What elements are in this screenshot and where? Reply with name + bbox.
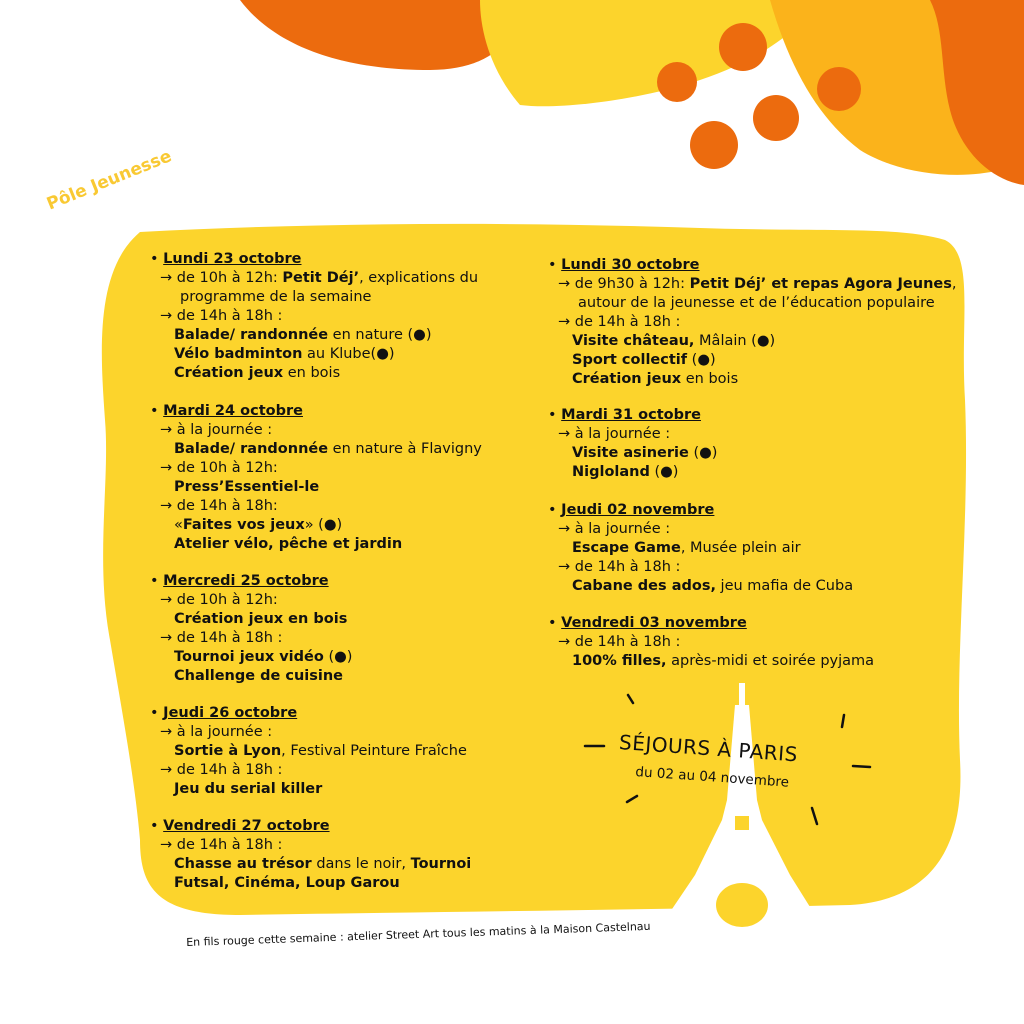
schedule-line — [150, 648, 352, 667]
time-slot: de 10h à 12h: — [176, 460, 278, 476]
schedule-line — [150, 440, 482, 459]
activity-name: Nigloland — [572, 464, 650, 480]
bullet: • — [548, 502, 562, 518]
schedule-line — [150, 667, 352, 686]
schedule-line — [548, 351, 957, 370]
schedule-line — [150, 307, 478, 326]
day-heading — [150, 572, 352, 591]
activity-name: Petit Déj’ et repas Agora Jeunes — [689, 276, 952, 292]
time-slot: à la journée : — [176, 724, 273, 740]
bullet: • — [548, 407, 562, 423]
arrow-icon: → — [160, 308, 177, 324]
day-title: Lundi 23 octobre — [163, 251, 302, 267]
quote-mark: « — [174, 517, 183, 533]
day-block — [150, 817, 471, 893]
activity-detail: , Musée plein air — [680, 540, 801, 556]
time-slot: de 14h à 18h : — [176, 630, 283, 646]
activity-name: Création jeux — [572, 371, 682, 387]
time-slot: à la journée : — [574, 426, 671, 442]
activity-detail: après-midi et soirée pyjama — [666, 653, 875, 669]
day-heading — [548, 614, 874, 633]
activity-name: Press’Essentiel-le — [174, 479, 320, 495]
schedule-line — [150, 761, 467, 780]
activity-name: Vélo badminton — [174, 346, 303, 362]
activity-name: Visite asinerie — [572, 445, 689, 461]
arrow-icon: → — [160, 592, 177, 608]
bullet: • — [548, 257, 562, 273]
arrow-icon: → — [160, 630, 177, 646]
activity-detail: en bois — [283, 365, 341, 381]
activity-detail: programme de la semaine — [180, 289, 372, 305]
time-slot: de 14h à 18h : — [176, 837, 283, 853]
activity-detail: en nature à Flavigny — [328, 441, 482, 457]
arrow-icon: → — [558, 426, 575, 442]
arrow-icon: → — [558, 314, 575, 330]
time-slot: de 14h à 18h : — [574, 559, 681, 575]
day-block — [150, 250, 478, 383]
arrow-icon: → — [160, 422, 177, 438]
schedule-line — [548, 313, 957, 332]
schedule-line — [548, 275, 957, 294]
activity-name: Création jeux — [174, 365, 284, 381]
schedule-line — [150, 780, 467, 799]
schedule-line — [150, 742, 467, 761]
arrow-icon: → — [558, 276, 575, 292]
yellow-blob-top — [480, 0, 820, 106]
activity-detail: Mâlain (●) — [694, 333, 776, 349]
activity-name: Challenge de cuisine — [174, 668, 344, 684]
day-title: Mercredi 25 octobre — [163, 573, 329, 589]
activity-detail: en bois — [681, 371, 739, 387]
schedule-line — [548, 444, 717, 463]
orange-dot — [657, 62, 697, 102]
schedule-line — [150, 874, 471, 893]
schedule-line — [548, 539, 853, 558]
day-heading — [548, 501, 853, 520]
day-title: Vendredi 03 novembre — [561, 615, 747, 631]
activity-detail: , — [951, 276, 957, 292]
arrow-icon: → — [558, 521, 575, 537]
paris-subtitle: du 02 au 04 novembre — [634, 764, 790, 791]
time-slot: de 14h à 18h : — [574, 314, 681, 330]
activity-name: Futsal, Cinéma, Loup Garou — [174, 875, 400, 891]
day-title: Lundi 30 octobre — [561, 257, 700, 273]
activity-name: Tournoi — [410, 856, 472, 872]
day-heading — [548, 406, 717, 425]
schedule-line — [150, 610, 352, 629]
day-title: Mardi 31 octobre — [561, 407, 701, 423]
activity-name: Tournoi jeux vidéo — [174, 649, 324, 665]
arrow-icon: → — [160, 270, 177, 286]
day-block — [150, 704, 467, 799]
schedule-line — [150, 855, 471, 874]
schedule-line — [150, 288, 478, 307]
activity-name: Escape Game — [572, 540, 681, 556]
time-slot: de 10h à 12h: — [176, 592, 278, 608]
activity-name: Cabane des ados, — [572, 578, 716, 594]
day-block — [548, 256, 957, 389]
orange-dot — [690, 121, 738, 169]
schedule-line — [150, 535, 482, 554]
arrow-icon: → — [160, 498, 177, 514]
activity-detail: , explications du — [359, 270, 479, 286]
footer-note: En fils rouge cette semaine : atelier Street Art tous les matins à la Maison Castelnau — [186, 919, 651, 949]
day-title: Mardi 24 octobre — [163, 403, 303, 419]
schedule-line — [548, 332, 957, 351]
activity-name: Petit Déj’ — [282, 270, 360, 286]
schedule-line — [150, 326, 478, 345]
day-title: Jeudi 02 novembre — [561, 502, 715, 518]
activity-name: Chasse au trésor — [174, 856, 312, 872]
activity-name: Jeu du serial killer — [174, 781, 323, 797]
orange-dot — [719, 23, 767, 71]
bullet: • — [150, 251, 164, 267]
arrow-icon: → — [160, 837, 177, 853]
eiffel-arch — [716, 883, 768, 927]
schedule-line — [150, 497, 482, 516]
day-heading — [150, 250, 478, 269]
orange-blob-left — [240, 0, 520, 70]
day-heading — [548, 256, 957, 275]
activity-detail: (●) — [323, 649, 353, 665]
orange-dot — [817, 67, 861, 111]
bullet: • — [548, 615, 562, 631]
arrow-icon: → — [160, 724, 177, 740]
schedule-line — [548, 558, 853, 577]
schedule-line — [150, 269, 478, 288]
bullet: • — [150, 818, 164, 834]
day-heading — [150, 704, 467, 723]
activity-name: Visite château, — [572, 333, 695, 349]
schedule-line — [548, 633, 874, 652]
day-heading — [150, 402, 482, 421]
schedule-line — [548, 652, 874, 671]
activity-detail: , Festival Peinture Fraîche — [281, 743, 467, 759]
schedule-line — [548, 370, 957, 389]
activity-name: Balade/ randonnée — [174, 327, 329, 343]
arrow-icon: → — [160, 762, 177, 778]
activity-detail: autour de la jeunesse et de l’éducation populaire — [578, 295, 935, 311]
schedule-line — [150, 836, 471, 855]
section-title: Pôle Jeunesse — [44, 146, 175, 215]
day-block — [548, 614, 874, 671]
schedule-line — [150, 591, 352, 610]
schedule-line — [150, 478, 482, 497]
day-block — [150, 572, 352, 686]
orange-dot — [753, 95, 799, 141]
activity-name: Balade/ randonnée — [174, 441, 329, 457]
activity-detail: en nature (●) — [328, 327, 432, 343]
time-slot: de 14h à 18h : — [176, 762, 283, 778]
activity-detail: (●) — [687, 352, 716, 368]
eiffel-window — [735, 816, 749, 830]
day-block — [150, 402, 482, 554]
schedule-line — [150, 364, 478, 383]
schedule-line — [548, 425, 717, 444]
schedule-line — [150, 629, 352, 648]
activity-detail: au Klube(●) — [302, 346, 395, 362]
activity-name: Création jeux en bois — [174, 611, 348, 627]
schedule-line — [150, 345, 478, 364]
time-slot: de 14h à 18h : — [176, 308, 283, 324]
bullet: • — [150, 403, 164, 419]
day-block — [548, 501, 853, 596]
bullet: • — [150, 705, 164, 721]
schedule-line — [548, 520, 853, 539]
time-slot: à la journée : — [574, 521, 671, 537]
activity-detail: » (●) — [304, 517, 343, 533]
time-slot: de 14h à 18h : — [574, 634, 681, 650]
activity-detail: (●) — [649, 464, 679, 480]
activity-detail: jeu mafia de Cuba — [715, 578, 854, 594]
activity-name: 100% filles, — [572, 653, 667, 669]
schedule-line — [548, 577, 853, 596]
day-heading — [150, 817, 471, 836]
schedule-line — [150, 459, 482, 478]
time-slot: de 10h à 12h: — [176, 270, 283, 286]
day-block — [548, 406, 717, 482]
schedule-line — [150, 421, 482, 440]
activity-detail: (●) — [688, 445, 718, 461]
paris-title: SÉJOURS À PARIS — [618, 730, 799, 767]
day-title: Jeudi 26 octobre — [163, 705, 298, 721]
bullet: • — [150, 573, 164, 589]
time-slot: de 14h à 18h: — [176, 498, 278, 514]
schedule-line — [150, 516, 482, 535]
activity-name: Sortie à Lyon — [174, 743, 282, 759]
activity-name: Atelier vélo, pêche et jardin — [174, 536, 403, 552]
time-slot: à la journée : — [176, 422, 273, 438]
time-slot: de 9h30 à 12h: — [574, 276, 690, 292]
arrow-icon: → — [558, 559, 575, 575]
arrow-icon: → — [160, 460, 177, 476]
schedule-line — [150, 723, 467, 742]
arrow-icon: → — [558, 634, 575, 650]
schedule-line — [548, 294, 957, 313]
day-title: Vendredi 27 octobre — [163, 818, 330, 834]
activity-detail: dans le noir, — [311, 856, 411, 872]
schedule-line — [548, 463, 717, 482]
activity-name: Sport collectif — [572, 352, 688, 368]
activity-name: Faites vos jeux — [182, 517, 305, 533]
